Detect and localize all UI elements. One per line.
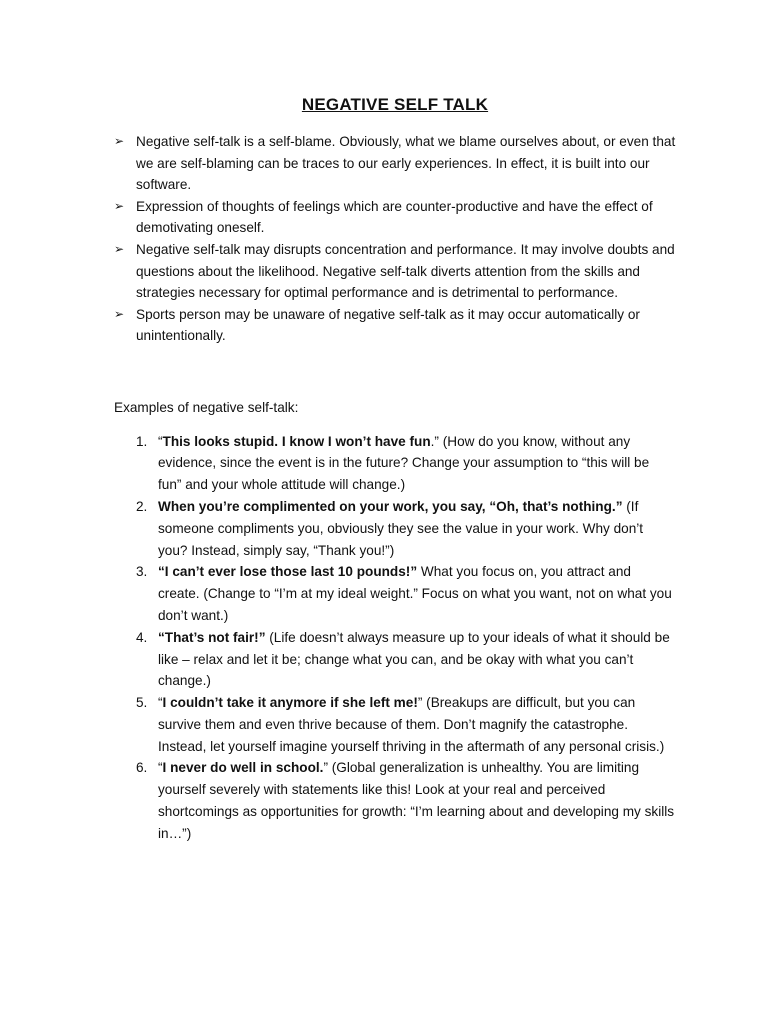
examples-list bbox=[114, 431, 676, 845]
example-rest-text: (If someone compliments you, obviously they see the value in your work. Why don’t you? Instead, simply say, “Thank you!”) bbox=[158, 498, 644, 558]
example-item bbox=[114, 431, 676, 496]
example-number: 3. bbox=[136, 564, 148, 580]
example-rest-text: ” (Breakups are difficult, but you can survive them and even thrive because of them. Don’t magnify the catastrophe. Instead, let yourself imagine yourself thriving in the aftermath of any personal crisis.) bbox=[158, 695, 665, 754]
examples-heading: Examples of negative self-talk: bbox=[114, 399, 299, 415]
example-quote-open: “ bbox=[158, 695, 163, 711]
example-rest-text: What you focus on, you attract and create. (Change to “I’m at my ideal weight.” Focus on what you want, not on what you don’t want.) bbox=[158, 564, 672, 623]
example-number: 4. bbox=[136, 629, 148, 645]
arrow-bullet-icon: ➢ bbox=[114, 241, 125, 256]
example-bold-text: “I can’t ever lose those last 10 pounds!” bbox=[158, 564, 418, 580]
bullet-item bbox=[114, 239, 676, 304]
example-bold-text: When you’re complimented on your work, you say, “Oh, that’s nothing.” bbox=[158, 498, 623, 514]
arrow-bullet-icon: ➢ bbox=[114, 134, 125, 148]
example-item bbox=[114, 757, 676, 844]
example-number: 6. bbox=[136, 760, 148, 776]
bullet-item bbox=[114, 196, 676, 239]
bullet-text: Negative self-talk may disrupts concentration and performance. It may involve doubts and questions about the likelihood. Negative self-talk diverts attention from the skills and strategies necessary for optimal performance and is detrimental to performance. bbox=[136, 241, 675, 301]
arrow-bullet-icon: ➢ bbox=[114, 198, 125, 213]
example-rest-text: ” (Global generalization is unhealthy. You are limiting yourself severely with statements like this! Look at your real and perceived shortcomings as opportunities for growth: “I’m learning about and developing my skills in…”) bbox=[158, 760, 675, 841]
example-number: 1. bbox=[136, 433, 148, 449]
example-bold-text: I never do well in school. bbox=[162, 760, 324, 776]
page-title: NEGATIVE SELF TALK bbox=[301, 95, 489, 114]
bullet-text: Expression of thoughts of feelings which are counter-productive and have the effect of demotivating oneself. bbox=[136, 198, 653, 236]
example-quote-open: “ bbox=[158, 760, 163, 776]
bullet-item bbox=[114, 304, 676, 347]
bullet-text: Sports person may be unaware of negative self-talk as it may occur automatically or unintentionally. bbox=[136, 306, 640, 344]
bullet-item bbox=[114, 131, 676, 196]
example-rest-text: (Life doesn’t always measure up to your ideals of what it should be like – relax and let it be; change what you can, and be okay with what you can’t change.) bbox=[158, 629, 670, 689]
example-quote-open: “ bbox=[158, 433, 163, 449]
example-bold-text: This looks stupid. I know I won’t have fun bbox=[162, 433, 431, 449]
example-bold-text: “That’s not fair!” bbox=[158, 629, 266, 645]
example-item bbox=[114, 692, 676, 757]
example-item bbox=[114, 627, 676, 692]
bullet-list bbox=[114, 131, 676, 347]
bullet-text: Negative self-talk is a self-blame. Obviously, what we blame ourselves about, or even that we are self-blaming can be traces to our early experiences. In effect, it is built into our software. bbox=[136, 134, 676, 193]
example-item bbox=[114, 561, 676, 626]
example-bold-text: I couldn’t take it anymore if she left me! bbox=[162, 695, 418, 711]
example-rest-text: .” (How do you know, without any evidence, since the event is in the future? Change your assumption to “this will be fun” and your whole attitude will change.) bbox=[158, 433, 650, 493]
example-item bbox=[114, 496, 676, 561]
example-number: 5. bbox=[136, 695, 148, 711]
example-number: 2. bbox=[136, 498, 148, 514]
arrow-bullet-icon: ➢ bbox=[114, 306, 125, 321]
